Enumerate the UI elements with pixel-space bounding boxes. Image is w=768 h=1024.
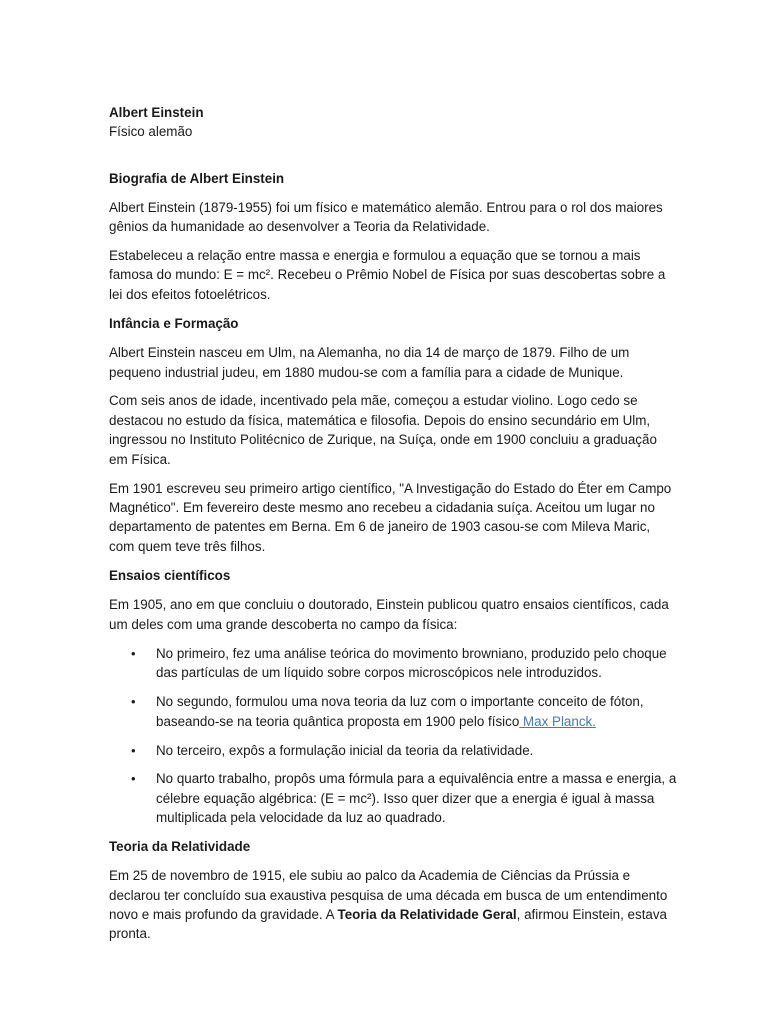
paragraph-childhood-3: Em 1901 escreveu seu primeiro artigo científico, "A Investigação do Estado do Éter em Campo Magnético". Em fevereiro deste mesmo ano recebeu a cidadania suíça. Aceitou um lugar no departamento de patentes em Berna. Em 6 de janeiro de 1903 casou-se com Mileva Maric, com quem teve três filhos. — [109, 480, 672, 554]
relativity-bold-term: Teoria da Relatividade Geral — [337, 906, 517, 922]
list-item-text: No quarto trabalho, propôs uma fórmula para a equivalência entre a massa e energia, a célebre equação algébrica: (E = mc²). Isso quer dizer que a energia é igual à massa multiplicada pela velocidade da luz ao quadrado. — [156, 771, 677, 826]
list-item — [109, 769, 679, 827]
section-heading-relativity: Teoria da Relatividade — [109, 839, 251, 855]
list-item-text: No segundo, formulou uma nova teoria da luz com o importante conceito de fóton, baseando-se na teoria quântica proposta em 1900 pelo físico — [156, 694, 644, 729]
list-item — [109, 644, 679, 683]
paragraph-biography-2: Estabeleceu a relação entre massa e energia e formulou a equação que se tornou a mais famosa do mundo: E = mc². Recebeu o Prêmio Nobel de Física por suas descobertas sobre a lei dos efeitos fotoelétricos. — [109, 248, 666, 302]
paragraph-biography-1: Albert Einstein (1879-1955) foi um físico e matemático alemão. Entrou para o rol dos maiores gênios da humanidade ao desenvolver a Teoria da Relatividade. — [109, 199, 663, 235]
relativity-text-end: , afirmou Einstein, estava pronta. — [109, 906, 668, 942]
paragraph-essays-intro: Em 1905, ano em que concluiu o doutorado, Einstein publicou quatro ensaios científicos, cada um deles com uma grande descoberta no campo da física: — [109, 597, 669, 632]
section-heading-biography: Biografia de Albert Einstein — [109, 170, 285, 186]
paragraph-childhood-1: Albert Einstein nasceu em Ulm, na Alemanha, no dia 14 de março de 1879. Filho de um pequeno industrial judeu, em 1880 mudou-se com a família para a cidade de Munique. — [109, 345, 630, 380]
section-heading-essays: Ensaios científicos — [109, 568, 231, 584]
document-subtitle: Físico alemão — [109, 124, 193, 140]
section-heading-childhood: Infância e Formação — [109, 316, 239, 332]
essays-list — [109, 644, 679, 828]
list-item — [109, 741, 679, 760]
list-item — [109, 692, 679, 731]
document-body — [109, 103, 679, 944]
max-planck-link[interactable]: Max Planck. — [519, 713, 596, 729]
relativity-text: Em 25 de novembro de 1915, ele subiu ao palco da Academia de Ciências da Prússia e declarou ter concluído sua exaustiva pesquisa de uma década em busca de um entendimento novo e mais profundo da gravidade. A — [109, 868, 668, 922]
list-item-text: No primeiro, fez uma análise teórica do movimento browniano, produzido pelo choque das partículas de um líquido sobre corpos microscópicos nele introduzidos. — [156, 645, 667, 681]
paragraph-relativity-1 — [109, 866, 679, 944]
document-title: Albert Einstein — [109, 105, 204, 120]
paragraph-childhood-2: Com seis anos de idade, incentivado pela mãe, começou a estudar violino. Logo cedo se destacou no estudo da física, matemática e filosofia. Depois do ensino secundário em Ulm, ingressou no Instituto Politécnico de Zurique, na Suíça, onde em 1900 concluiu a graduação em Física. — [109, 393, 657, 467]
list-item-text: No terceiro, expôs a formulação inicial da teoria da relatividade. — [156, 742, 534, 758]
